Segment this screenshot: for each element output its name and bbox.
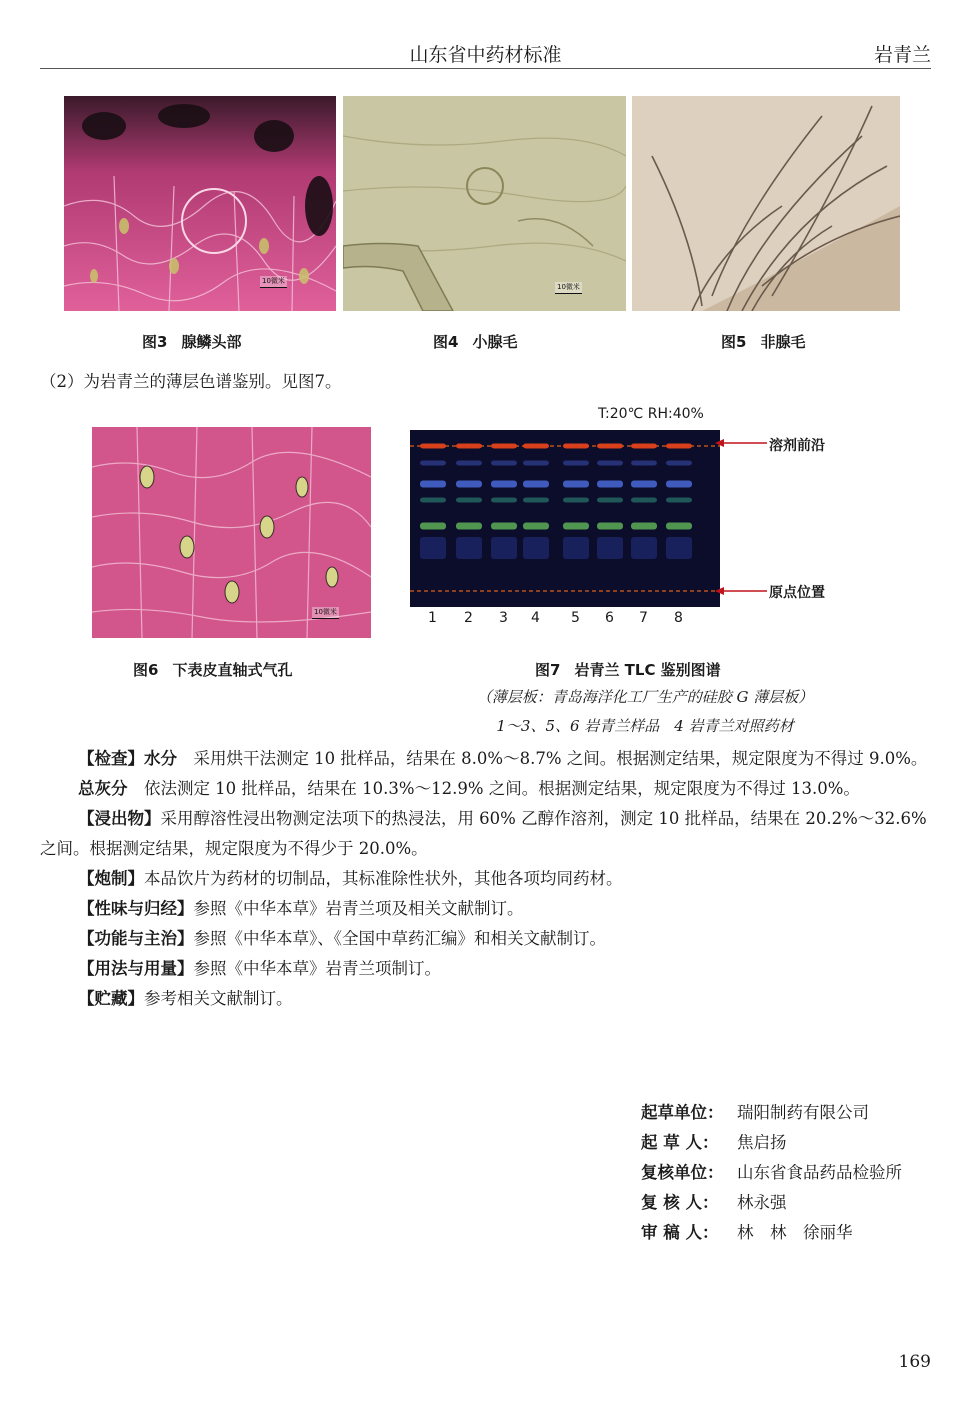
function-text: 参照《中华本草》、《全国中草药汇编》和相关文献制订。	[193, 929, 606, 948]
nature-key: 【性味与归经】	[77, 899, 194, 918]
figure6-scale-bar: 10微米	[312, 607, 339, 619]
signature-block	[641, 1099, 902, 1249]
tlc-band	[666, 537, 692, 559]
header-rule	[40, 68, 931, 69]
figure3-label: 图3	[142, 333, 168, 351]
signature-row	[641, 1189, 902, 1219]
processing-text: 本品饮片为药材的切制品，其标准除性状外，其他各项均同药材。	[143, 869, 623, 888]
figure5-label: 图5	[721, 333, 747, 351]
origin-label: 原点位置	[769, 585, 825, 601]
figure3-title: 腺鳞头部	[181, 333, 242, 351]
check-water-key: 【检查】水分	[77, 749, 177, 768]
figure7-title: 岩青兰 TLC 鉴别图谱	[574, 661, 721, 679]
signature-label: 复核单位：	[641, 1163, 724, 1182]
signature-value: 焦启扬	[737, 1133, 787, 1152]
tlc-band	[631, 461, 657, 466]
tlc-band	[420, 461, 446, 466]
tlc-band	[563, 523, 589, 530]
tlc-band	[523, 498, 549, 503]
extract-paragraph	[40, 804, 931, 864]
tlc-note-plate: （薄层板：青岛海洋化工厂生产的硅胶 G 薄层板）	[476, 688, 814, 706]
tlc-band	[491, 461, 517, 466]
figure5-caption	[721, 331, 805, 352]
tlc-conditions: T:20℃ RH:40%	[598, 406, 704, 422]
tlc-band	[631, 444, 657, 449]
signature-row	[641, 1159, 902, 1189]
tlc-band	[491, 498, 517, 503]
figure3-scale-bar: 10微米	[260, 276, 287, 288]
signature-label: 复 核 人：	[641, 1193, 719, 1212]
lane-number: 7	[639, 610, 648, 626]
figure6-label: 图6	[133, 661, 159, 679]
figure5-photo	[632, 96, 900, 311]
solvent-front-label: 溶剂前沿	[769, 438, 825, 454]
storage-key: 【贮藏】	[77, 989, 144, 1008]
lane-number: 4	[531, 610, 540, 626]
page-number: 169	[898, 1352, 931, 1372]
tlc-band	[563, 537, 589, 559]
figure4-scale-bar: 10微米	[555, 282, 582, 294]
running-header-herb: 岩青兰	[873, 44, 931, 66]
usage-key: 【用法与用量】	[77, 959, 194, 978]
figure6-title: 下表皮直轴式气孔	[172, 661, 293, 679]
total-ash-paragraph	[40, 774, 931, 804]
tlc-band	[597, 537, 623, 559]
figure4-title: 小腺毛	[472, 333, 518, 351]
figure6-photo	[92, 427, 371, 638]
tlc-band	[456, 461, 482, 466]
tlc-band	[631, 481, 657, 488]
usage-text: 参照《中华本草》岩青兰项制订。	[193, 959, 441, 978]
tlc-band	[631, 523, 657, 530]
body-sections	[40, 744, 931, 1014]
extract-text: 采用醇溶性浸出物测定法项下的热浸法，用 60% 乙醇作溶剂，测定 10 批样品，结果在 20.2%～32.6% 之间。根据测定结果，规定限度为不得少于 20.0%。	[40, 809, 927, 858]
tlc-band	[456, 523, 482, 530]
tlc-band	[420, 498, 446, 503]
tlc-band	[666, 461, 692, 466]
figure5-title: 非腺毛	[760, 333, 806, 351]
signature-label: 起草单位：	[641, 1103, 724, 1122]
tlc-band	[597, 444, 623, 449]
tlc-band	[597, 461, 623, 466]
storage-paragraph	[40, 984, 931, 1014]
lane-number: 6	[605, 610, 614, 626]
figure3-photo	[64, 96, 336, 311]
check-water-text: 采用烘干法测定 10 批样品，结果在 8.0%～8.7% 之间。根据测定结果，规定限度为不得过 9.0%。	[193, 749, 928, 768]
tlc-band	[523, 537, 549, 559]
nature-paragraph	[40, 894, 931, 924]
tlc-band	[631, 537, 657, 559]
tlc-band	[456, 444, 482, 449]
signature-value: 林 林 徐丽华	[737, 1223, 853, 1242]
tlc-intro-line: （2）为岩青兰的薄层色谱鉴别。见图7。	[40, 372, 342, 391]
signature-label: 审 稿 人：	[641, 1223, 719, 1242]
tlc-band	[523, 461, 549, 466]
tlc-band	[491, 481, 517, 488]
total-ash-key: 总灰分	[77, 779, 128, 798]
tlc-band	[420, 537, 446, 559]
processing-key: 【炮制】	[77, 869, 144, 888]
running-header-title: 山东省中药材标准	[409, 44, 562, 66]
tlc-band	[666, 498, 692, 503]
origin-arrow	[715, 584, 767, 598]
figure3-caption	[142, 331, 241, 352]
solvent-front-arrow	[715, 436, 767, 450]
tlc-band	[666, 523, 692, 530]
signature-row	[641, 1219, 902, 1249]
tlc-band	[456, 481, 482, 488]
tlc-band	[420, 481, 446, 488]
tlc-note-samples: 1～3、5、6 岩青兰样品 4 岩青兰对照药材	[496, 717, 794, 735]
tlc-band	[491, 444, 517, 449]
tlc-band	[597, 498, 623, 503]
processing-paragraph	[40, 864, 931, 894]
signature-row	[641, 1099, 902, 1129]
function-key: 【功能与主治】	[77, 929, 194, 948]
tlc-band	[563, 461, 589, 466]
usage-paragraph	[40, 954, 931, 984]
lane-number: 3	[499, 610, 508, 626]
lane-number: 2	[464, 610, 473, 626]
tlc-band	[563, 498, 589, 503]
figure7-caption	[535, 659, 721, 680]
nature-text: 参照《中华本草》岩青兰项及相关文献制订。	[193, 899, 524, 918]
tlc-band	[666, 444, 692, 449]
tlc-band	[420, 523, 446, 530]
tlc-band	[597, 481, 623, 488]
tlc-plate	[410, 430, 720, 607]
figure4-label: 图4	[433, 333, 459, 351]
function-paragraph	[40, 924, 931, 954]
tlc-band	[631, 498, 657, 503]
tlc-band	[563, 481, 589, 488]
figure7-label: 图7	[535, 661, 561, 679]
signature-row	[641, 1129, 902, 1159]
tlc-band	[456, 537, 482, 559]
lane-number: 5	[571, 610, 580, 626]
signature-value: 山东省食品药品检验所	[737, 1163, 902, 1182]
storage-text: 参考相关文献制订。	[143, 989, 293, 1008]
lane-number: 1	[428, 610, 437, 626]
tlc-band	[523, 523, 549, 530]
figure4-caption	[433, 331, 517, 352]
figure6-caption	[133, 659, 292, 680]
tlc-band	[523, 444, 549, 449]
figure4-photo	[343, 96, 626, 311]
tlc-band	[491, 523, 517, 530]
lane-number: 8	[674, 610, 683, 626]
check-water-paragraph	[40, 744, 931, 774]
total-ash-text: 依法测定 10 批样品，结果在 10.3%～12.9% 之间。根据测定结果，规定限度为不得过 13.0%。	[143, 779, 860, 798]
tlc-band	[491, 537, 517, 559]
signature-value: 林永强	[737, 1193, 787, 1212]
tlc-band	[563, 444, 589, 449]
tlc-band	[597, 523, 623, 530]
tlc-band	[523, 481, 549, 488]
tlc-band	[666, 481, 692, 488]
tlc-band	[456, 498, 482, 503]
tlc-band	[420, 444, 446, 449]
signature-label: 起 草 人：	[641, 1133, 719, 1152]
signature-value: 瑞阳制药有限公司	[737, 1103, 869, 1122]
extract-key: 【浸出物】	[77, 809, 161, 828]
